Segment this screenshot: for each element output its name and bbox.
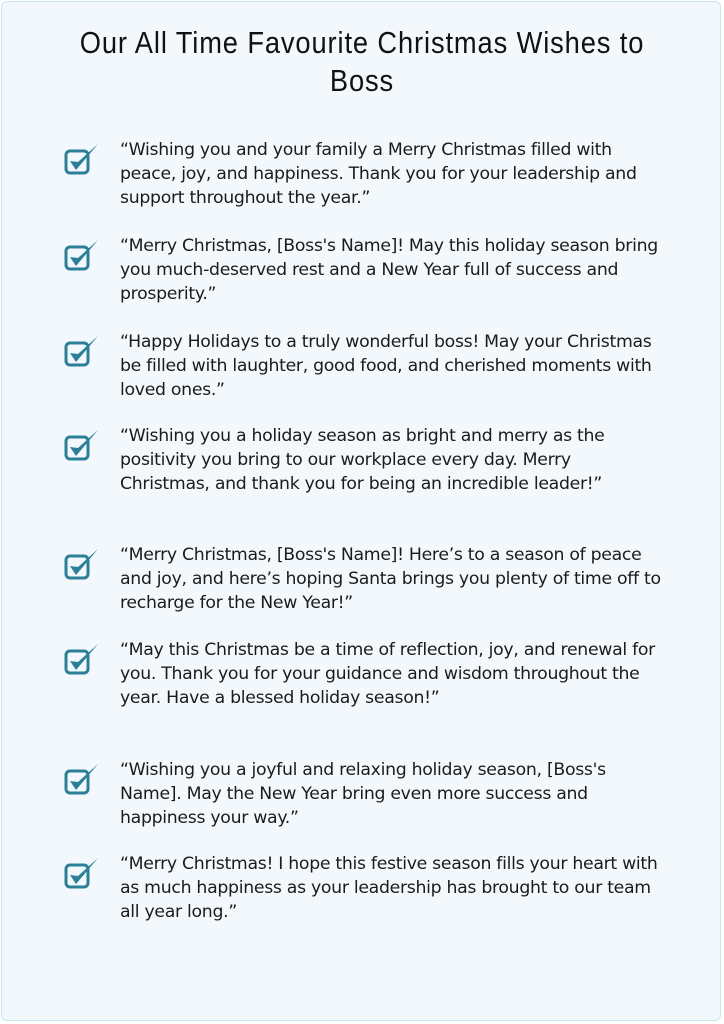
checked-box-icon xyxy=(64,334,102,368)
wish-text: “Merry Christmas, [Boss's Name]! May this holiday season bring you much-deserved rest and a New Year full of success and prosperity.” xyxy=(120,236,658,304)
checked-box-icon xyxy=(64,547,102,581)
wish-text: “Wishing you and your family a Merry Christmas filled with peace, joy, and happiness. Thank you for your leadership and support throughout the year.” xyxy=(120,140,637,208)
checked-box-icon xyxy=(64,762,102,796)
checked-box-icon xyxy=(64,856,102,890)
wish-text: “Merry Christmas! I hope this festive season fills your heart with as much happiness as your leadership has brought to our team all year long.” xyxy=(120,854,658,922)
checked-box-icon xyxy=(64,428,102,462)
document-card xyxy=(1,1,721,1021)
checked-box-icon xyxy=(64,642,102,676)
wish-text: “Wishing you a joyful and relaxing holiday season, [Boss's Name]. May the New Year bring even more success and happiness your way.” xyxy=(120,760,606,828)
page-title: Our All Time Favourite Christmas Wishes to Boss xyxy=(79,25,645,98)
wish-text: “Happy Holidays to a truly wonderful boss! May your Christmas be filled with laughter, good food, and cherished moments with loved ones.” xyxy=(120,332,652,400)
checked-box-icon xyxy=(64,238,102,272)
wish-text: “Merry Christmas, [Boss's Name]! Here’s to a season of peace and joy, and here’s hoping Santa brings you plenty of time off to recharge for the New Year!” xyxy=(120,545,661,613)
checked-box-icon xyxy=(64,142,102,176)
wish-text: “Wishing you a holiday season as bright and merry as the positivity you bring to our workplace every day. Merry Christmas, and thank you for being an incredible leader!” xyxy=(120,426,605,494)
wish-text: “May this Christmas be a time of reflection, joy, and renewal for you. Thank you for your guidance and wisdom throughout the year. Have a blessed holiday season!” xyxy=(120,640,655,708)
